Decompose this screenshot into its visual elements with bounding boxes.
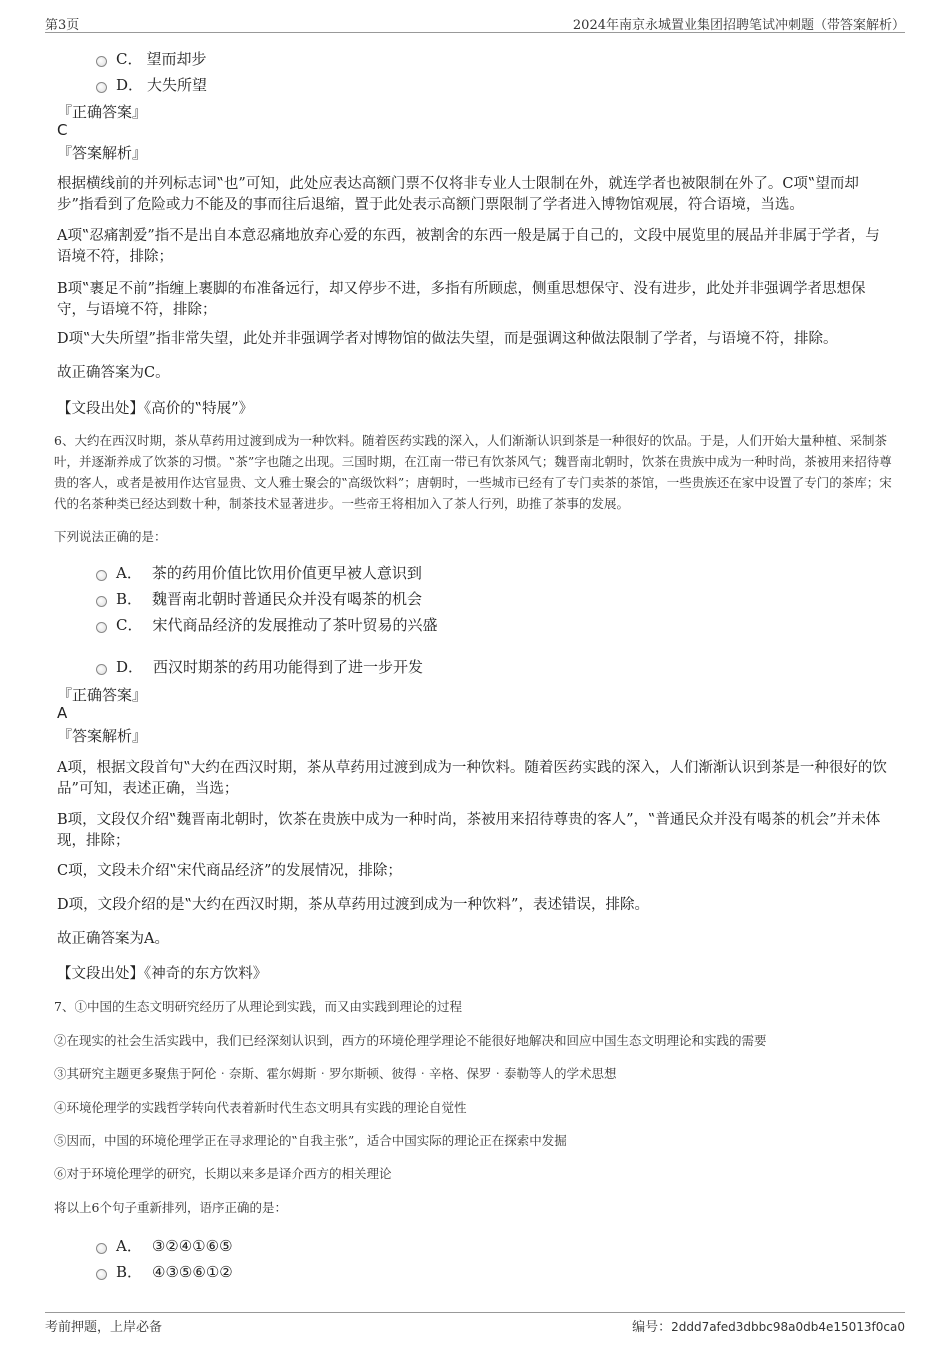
analysis-label: 『答案解析』 [57,727,148,745]
q6-option-a[interactable] [96,562,422,583]
q7-option-a[interactable] [96,1235,233,1256]
analysis-conclusion: 故正确答案为C。 [57,365,170,381]
radio-icon[interactable] [96,56,107,67]
option-text: 宋代商品经济的发展推动了茶叶贸易的兴盛 [152,616,438,634]
analysis-paragraph: A项，根据文段首句‟大约在西汉时期，茶从草药用过渡到成为一种饮料。随着医药实践的深入，人们渐渐认识到茶是一种很好的饮品”可知，表述正确，当选； [57,760,887,797]
option-text: 魏晋南北朝时普通民众并没有喝茶的机会 [152,590,423,608]
answer-value: A [57,704,68,722]
question-text: 6、大约在西汉时期，茶从草药用过渡到成为一种饮料。随着医药实践的深入，人们渐渐认识到茶是一种很好的饮品。于是，人们开始大量种植、采制茶叶，并逐渐养成了饮茶的习惯。‟茶”字也随之出现。三国时期，在江南一带已有饮茶风气；魏晋南北朝时，饮茶在贵族中成为一种时尚，茶被用来招待尊贵的客人，或者是被用作达官显贵、文人雅士聚会的‟高级饮料”；唐朝时，一些城市已经有了专门卖茶的茶馆，一些贵族还在家中设置了专门的茶库；宋代的名茶种类已经达到数十种，制茶技术显著进步。一些帝王将相加入了茶人行列，助推了茶事的发展。 [54,433,892,511]
radio-icon[interactable] [96,622,107,633]
q5-option-c[interactable] [96,48,207,69]
q6-option-b[interactable] [96,588,422,609]
option-letter: B． [116,1263,143,1281]
radio-icon[interactable] [96,570,107,581]
question-prompt: 下列说法正确的是： [54,529,167,544]
option-text: 大失所望 [147,76,208,94]
analysis-conclusion: 故正确答案为A。 [57,931,169,947]
radio-icon[interactable] [96,664,107,675]
option-text: ③②④①⑥⑤ [151,1236,233,1255]
code-label: 编号： [632,1320,672,1335]
statement-2: ②在现实的社会生活实践中，我们已经深刻认识到，西方的环境伦理学理论不能很好地解决和回应中国生态文明理论和实践的需要 [54,1033,767,1048]
option-text: ④③⑤⑥①② [152,1262,233,1281]
analysis-paragraph: C项，文段未介绍‟宋代商品经济”的发展情况，排除； [57,863,402,879]
option-letter: B． [116,590,143,608]
option-letter: C． [116,50,143,68]
question-prompt: 将以上6个句子重新排列，语序正确的是： [54,1200,287,1215]
answer-value: C [57,121,68,139]
radio-icon[interactable] [96,1243,107,1254]
option-letter: D． [116,76,144,94]
page-footer [45,1312,905,1335]
document-title: 2024年南京永城置业集团招聘笔试冲刺题（带答案解析） [572,18,905,33]
q6-option-c[interactable] [96,614,438,635]
source-citation: 【文段出处】《高价的‟特展”》 [57,401,254,417]
option-letter: D． [116,658,144,676]
q7-option-b[interactable] [96,1261,233,1282]
source-citation: 【文段出处】《神奇的东方饮料》 [57,966,268,982]
analysis-paragraph: A项‟忍痛割爱”指不是出自本意忍痛地放弃心爱的东西，被割舍的东西一般是属于自己的，文段中展览里的展品并非属于学者，与语境不符，排除； [57,228,880,265]
statement-5: ⑤因而，中国的环境伦理学正在寻求理论的‟自我主张”，适合中国实际的理论正在探索中发掘 [54,1133,567,1148]
analysis-paragraph: 根据横线前的并列标志词‟也”可知，此处应表达高额门票不仅将非专业人士限制在外，就连学者也被限制在外了。C项‟望而却步”指看到了危险或力不能及的事而往后退缩，置于此处表示高额门票限制了学者进入博物馆观展，符合语境，当选。 [57,176,859,213]
analysis-paragraph: B项，文段仅介绍‟魏晋南北朝时，饮茶在贵族中成为一种时尚，茶被用来招待尊贵的客人”，‟普通民众并没有喝茶的机会”并未体现，排除； [57,812,881,849]
statement-4: ④环境伦理学的实践哲学转向代表着新时代生态文明具有实践的理论自觉性 [54,1100,467,1115]
footer-slogan: 考前押题，上岸必备 [45,1320,163,1335]
q5-option-d[interactable] [96,74,207,95]
page-header [45,12,905,33]
option-text: 茶的药用价值比饮用价值更早被人意识到 [151,564,422,582]
option-letter: C． [116,616,143,634]
analysis-paragraph: D项‟大失所望”指非常失望，此处并非强调学者对博物馆的做法失望，而是强调这种做法限制了学者，与语境不符，排除。 [57,331,838,347]
option-text: 西汉时期茶的药用功能得到了进一步开发 [153,658,424,676]
document-code [632,1316,905,1335]
radio-icon[interactable] [96,596,107,607]
analysis-label: 『答案解析』 [57,144,148,162]
option-letter: A． [116,564,142,582]
option-text: 望而却步 [146,50,207,68]
analysis-paragraph: D项，文段介绍的是‟大约在西汉时期，茶从草药用过渡到成为一种饮料”，表述错误，排除。 [57,897,649,913]
answer-label: 『正确答案』 [57,686,148,704]
q6-option-d[interactable] [96,656,423,677]
code-value: 2ddd7afed3dbbc98a0db4e15013f0ca0 [671,1320,905,1334]
page-number: 第3页 [45,18,80,33]
statement-6: ⑥对于环境伦理学的研究，长期以来多是译介西方的相关理论 [54,1166,392,1181]
answer-label: 『正确答案』 [57,103,148,121]
radio-icon[interactable] [96,82,107,93]
option-letter: A． [116,1237,142,1255]
analysis-paragraph: B项‟裹足不前”指缠上裹脚的布准备远行，却又停步不进，多指有所顾虑，侧重思想保守、没有进步，此处并非强调学者思想保守，与语境不符，排除； [57,281,866,318]
statement-3: ③其研究主题更多聚焦于阿伦‧奈斯、霍尔姆斯‧罗尔斯顿、彼得‧辛格、保罗‧泰勒等人的学术思想 [54,1066,617,1081]
radio-icon[interactable] [96,1269,107,1280]
statement-1: 7、①中国的生态文明研究经历了从理论到实践，而又由实践到理论的过程 [54,999,462,1014]
